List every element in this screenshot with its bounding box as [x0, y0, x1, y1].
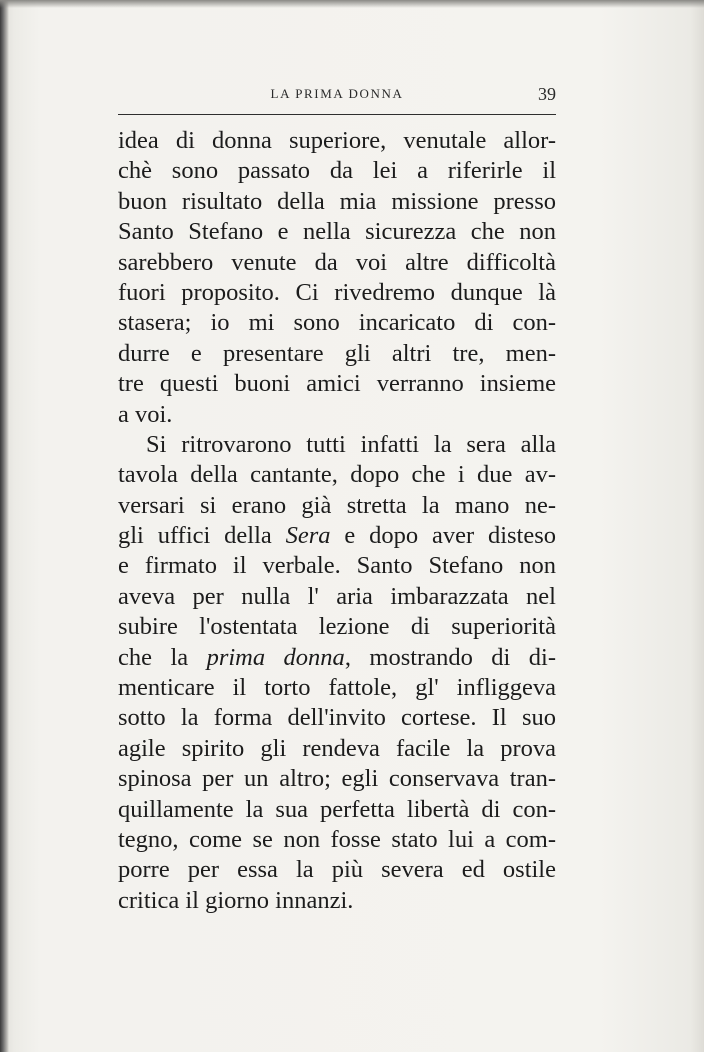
text-line: chè sono passato da lei a riferirle il: [118, 157, 556, 185]
text-segment: , mostrando di di-: [344, 643, 556, 671]
text-line: buon risultato della mia missione presso: [118, 187, 556, 215]
text-line: durre e presentare gli altri tre, men-: [118, 339, 556, 367]
text-line: Si ritrovarono tutti infatti la sera alla: [146, 430, 556, 458]
header-rule: [118, 114, 556, 115]
newspaper-title: Sera: [285, 522, 331, 550]
text-line: sotto la forma dell'invito cortese. Il suo: [118, 704, 556, 732]
text-segment: gli uffici della: [118, 522, 286, 550]
text-line: idea di donna superiore, venutale allor-: [118, 127, 556, 154]
text-line: subire l'ostentata lezione di superiorità: [118, 613, 556, 641]
text-segment: e dopo aver disteso: [330, 522, 557, 550]
text-line: menticare il torto fattole, gl' infliggeva: [118, 674, 556, 702]
text-line: fuori proposito. Ci rivedremo dunque là: [118, 278, 556, 306]
page-number: 39: [538, 84, 556, 104]
text-line: porre per essa la più severa ed ostile: [118, 856, 556, 884]
text-line: tegno, come se non fosse stato lui a com-: [118, 825, 556, 853]
body-text: [118, 126, 556, 916]
text-line: critica il giorno innanzi.: [118, 886, 354, 914]
text-line: versari si erano già stretta la mano ne-: [118, 491, 556, 519]
text-line: spinosa per un altro; egli conservava tran-: [118, 765, 556, 793]
page-binding-edge: [0, 0, 9, 1052]
text-line-mixed: [118, 521, 556, 551]
text-line: aveva per nulla l' aria imbarazzata nel: [118, 582, 556, 610]
text-line-mixed: [118, 643, 556, 673]
text-line: a voi.: [118, 400, 173, 428]
text-line: sarebbero venute da voi altre difficoltà: [118, 248, 556, 276]
running-header: [118, 86, 556, 108]
italic-phrase: prima donna: [206, 643, 345, 671]
text-line: tre questi buoni amici verranno insieme: [118, 370, 556, 398]
text-line: agile spirito gli rendeva facile la prova: [118, 734, 556, 762]
text-line: Santo Stefano e nella sicurezza che non: [118, 218, 556, 246]
page-top-edge: [0, 0, 704, 8]
text-line: e firmato il verbale. Santo Stefano non: [118, 552, 556, 580]
text-line: stasera; io mi sono incaricato di con-: [118, 309, 556, 337]
running-title: LA PRIMA DONNA: [270, 86, 404, 101]
text-line: tavola della cantante, dopo che i due av-: [118, 461, 556, 489]
text-line: quillamente la sua perfetta libertà di con-: [118, 795, 556, 823]
text-segment: che la: [118, 643, 207, 671]
